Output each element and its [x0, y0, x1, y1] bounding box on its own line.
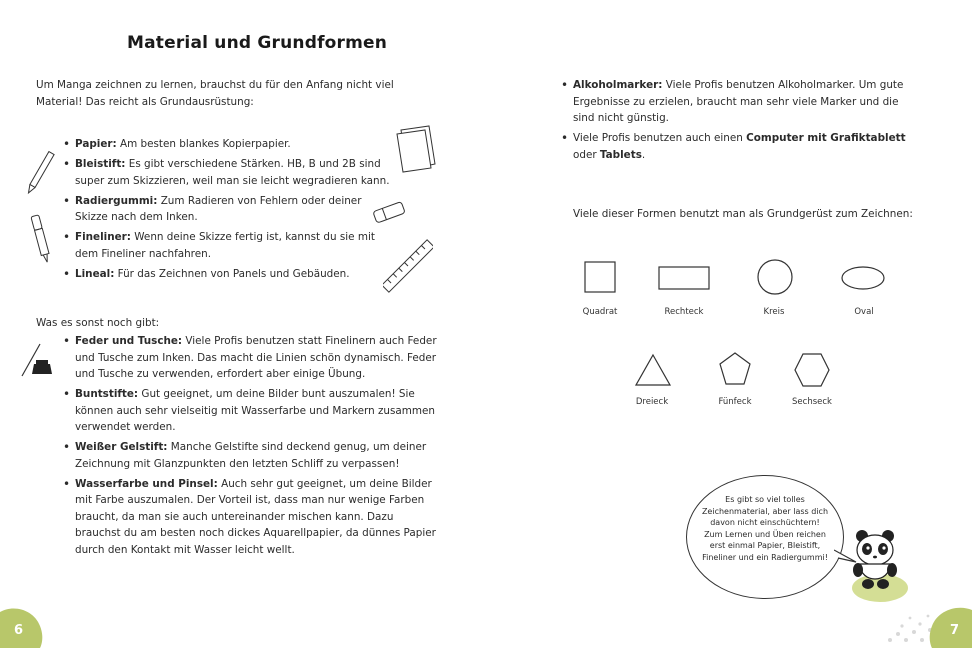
list-item-gelstift: • Weißer Gelstift: Manche Gelstifte sind deckend genug, um deiner Zeichnung mit Glanzpunkten den letzten Schliff zu verpassen! — [63, 439, 441, 472]
circle-shape — [756, 258, 794, 296]
hexagon-shape — [793, 352, 831, 388]
eraser-icon — [370, 200, 410, 224]
ink-pen-icon — [18, 340, 62, 382]
oval-shape — [840, 265, 886, 291]
list-item-fineliner: • Fineliner: Wenn deine Skizze fertig ist, kannst du sie mit dem Fineliner nachfahren. — [63, 229, 393, 262]
label-dreieck: Dreieck — [635, 397, 669, 407]
label-oval: Oval — [854, 307, 874, 317]
right-materials-list — [561, 77, 911, 167]
list-item-feder-tusche: • Feder und Tusche: Viele Profis benutzen statt Finelinern auch Feder und Tusche zum Inken. Das macht die Linien schön dynamisch. Feder und Tusche zu verwenden, erfordert aber einige Übung. — [63, 333, 441, 383]
triangle-shape — [634, 353, 672, 387]
list-item-wasserfarbe: • Wasserfarbe und Pinsel: Auch sehr gut geeignet, um deine Bilder mit Farbe auszumalen. Der Vorteil ist, dass man nur wenige Farben braucht, da man sie auch untereinander mischen kann. Dazu brauchst du am besten noch dickes Aquarellpapier, da dünnes Papier durch den Kontakt mit Wasser leicht wellt. — [63, 476, 441, 559]
label-rechteck: Rechteck — [664, 307, 704, 317]
rectangle-shape — [657, 265, 711, 291]
label-quadrat: Quadrat — [582, 307, 618, 317]
ruler-icon — [383, 238, 433, 294]
label-sechseck: Sechseck — [792, 397, 832, 407]
list-item-alkoholmarker: • Alkoholmarker: Viele Profis benutzen Alkoholmarker. Um gute Ergebnisse zu erzielen, braucht man sehr viele Marker und die sind nicht günstig. — [561, 77, 911, 127]
corner-decoration-right — [912, 600, 972, 648]
paper-icon — [393, 124, 441, 174]
basic-materials-list — [63, 136, 393, 286]
square-shape — [583, 260, 617, 294]
speech-bubble-text: Es gibt so viel tolles Zeichenmaterial, aber lass dich davon nicht einschüchtern! Zum Lernen und Üben reichen erst einmal Papier, Bleistift, Fineliner und ein Radiergummi! — [701, 495, 829, 562]
extra-heading: Was es sonst noch gibt: — [36, 317, 160, 329]
list-item-bleistift: • Bleistift: Es gibt verschiedene Stärken. HB, B und 2B sind super zum Skizzieren, weil man sie leicht wegradieren kann. — [63, 156, 393, 189]
list-item-papier: • Papier: Am besten blankes Kopierpapier. — [63, 136, 393, 153]
shapes-intro: Viele dieser Formen benutzt man als Grundgerüst zum Zeichnen: — [573, 208, 913, 220]
corner-decoration — [0, 600, 60, 648]
page-number-right: 7 — [950, 623, 960, 638]
list-item-radiergummi: • Radiergummi: Zum Radieren von Fehlern oder deiner Skizze nach dem Inken. — [63, 193, 393, 226]
label-kreis: Kreis — [763, 307, 785, 317]
list-item-buntstifte: • Buntstifte: Gut geeignet, um deine Bilder bunt auszumalen! Sie können auch sehr vielseitig mit Wasserfarbe und Markern zusammen verwendet werden. — [63, 386, 441, 436]
pencil-icon — [20, 148, 60, 198]
pentagon-shape — [718, 351, 752, 387]
intro-text: Um Manga zeichnen zu lernen, brauchst du für den Anfang nicht viel Material! Das reicht als Grundausrüstung: — [36, 79, 394, 108]
list-item-computer: • Viele Profis benutzen auch einen Computer mit Grafiktablett oder Tablets. — [561, 130, 911, 163]
extra-materials-list — [63, 333, 441, 562]
page-number-left: 6 — [14, 623, 24, 638]
page-title: Material und Grundformen — [127, 33, 388, 53]
fineliner-icon — [26, 213, 56, 265]
panda-mascot-icon — [840, 528, 910, 606]
label-fuenfeck: Fünfeck — [718, 397, 752, 407]
list-item-lineal: • Lineal: Für das Zeichnen von Panels und Gebäuden. — [63, 266, 393, 283]
